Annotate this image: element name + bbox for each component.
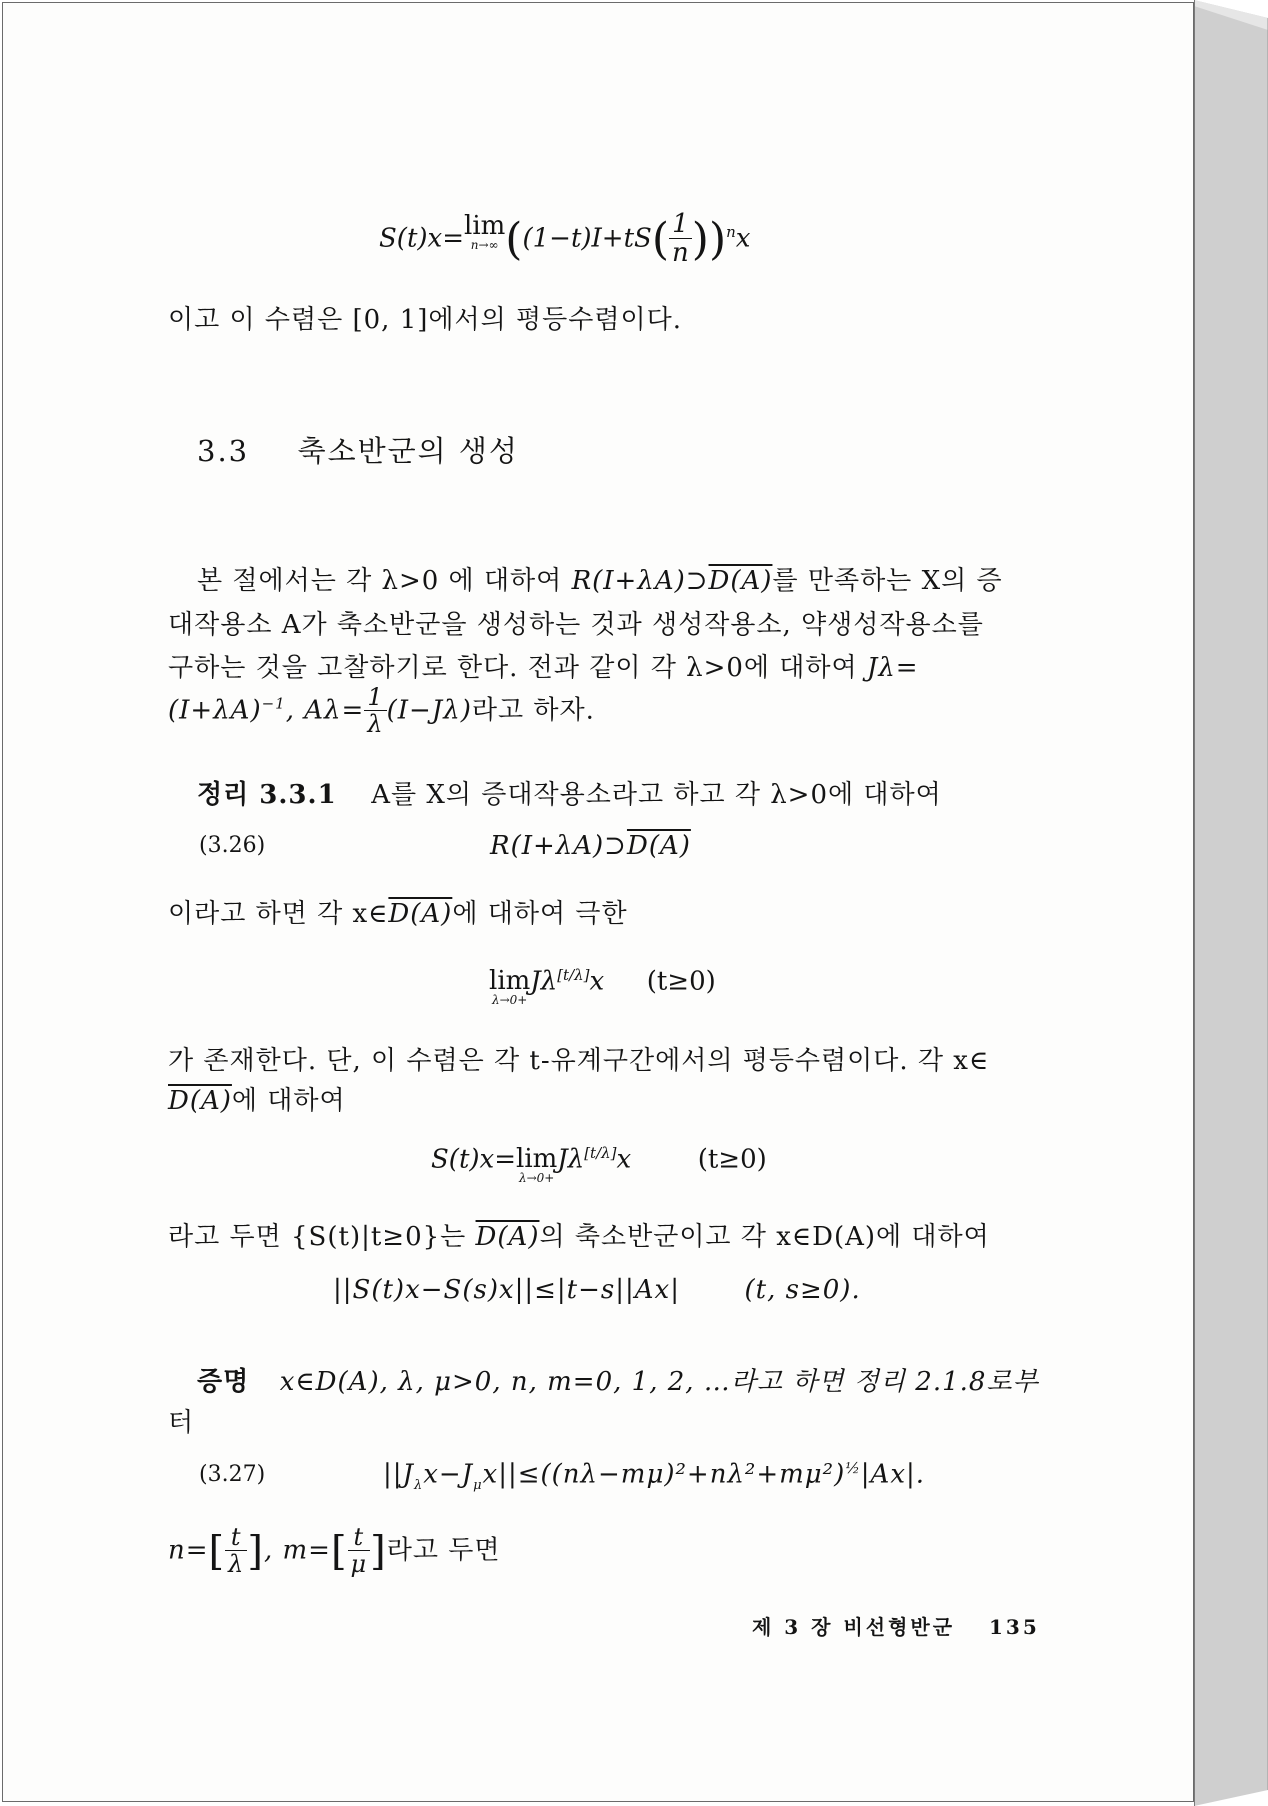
x: x: [589, 966, 605, 997]
frac-den: λ: [228, 1550, 245, 1579]
S-def-lhs: S(t)x=: [431, 1144, 516, 1175]
frac-num: 1: [364, 685, 386, 711]
condition: (t, s≥0).: [744, 1275, 861, 1305]
condition: (t≥0): [646, 966, 716, 997]
n-def: n=: [168, 1535, 209, 1566]
resolvent: (I+λA): [168, 695, 262, 726]
estimate: ||S(t)x−S(s)x||≤|t−s||Ax|: [333, 1275, 680, 1305]
chapter-title: 제 3 장 비선형반군: [752, 1615, 956, 1639]
formula-lhs: S(t)x=: [379, 223, 464, 254]
closure-DA: D(A): [168, 1086, 232, 1116]
intro-line-2: 대작용소 A가 축소반군을 생성하는 것과 생성작용소, 약생성작용소를: [168, 610, 984, 640]
intro-text: 구하는 것을 고찰하기로 한다. 전과 같이 각 λ>0에 대하여: [168, 653, 867, 683]
formula-body: (1−t)I+tS: [522, 223, 652, 254]
existence-line-2: [168, 1080, 346, 1117]
exponent: −1: [261, 694, 286, 713]
section-number: 3.3: [197, 434, 250, 468]
intro-line-1: [197, 560, 1003, 597]
proof-line: [197, 1361, 1039, 1398]
exponent: n: [726, 222, 736, 241]
theorem-header: [197, 774, 942, 811]
theorem-text: A를 X의 증대작용소라고 하고 각 λ>0에 대하여: [371, 780, 942, 810]
J-lambda: Jλ: [557, 1144, 585, 1175]
frac-den: λ: [367, 710, 384, 739]
proof-line-2: 터: [168, 1408, 195, 1438]
proof-label: 증명: [197, 1367, 250, 1397]
intro-text: 라고 하자.: [471, 695, 595, 726]
intro-line-4: [168, 685, 595, 738]
semigroup-definition: [431, 1144, 767, 1184]
equation-3-27: [199, 1462, 265, 1487]
closure-DA: D(A): [708, 566, 773, 596]
yosida-approx: , Aλ=: [285, 695, 365, 726]
closure-DA: D(A): [388, 899, 453, 929]
intro-line-3: [168, 647, 919, 684]
section-title: 축소반군의 생성: [297, 434, 519, 468]
formula-top: S(t)x=lim n→∞ ((1−t)I+tS( $\frac{1}{n}$ ))$^n$x: [379, 209, 751, 269]
intro-text: 본 절에서는 각 λ>0 에 대하여: [197, 566, 572, 596]
theorem-label: 정리 3.3.1: [197, 780, 337, 810]
text: 에 대하여: [231, 1086, 346, 1116]
lim-sub: λ→0+: [491, 993, 528, 1007]
exponent: [t/λ]: [584, 1144, 617, 1162]
lim-sub: λ→0+: [518, 1171, 555, 1185]
text: 이라고 하면 각 x∈: [168, 899, 389, 929]
text: 라고 두면: [386, 1535, 501, 1566]
intro-text: 를 만족하는 X의 증: [772, 566, 1003, 596]
equation-math: |Ax|.: [860, 1459, 926, 1490]
page-footer: [752, 1611, 1040, 1640]
condition: (t≥0): [697, 1144, 767, 1175]
text: 라고 두면 {S(t)|t≥0}는: [168, 1222, 476, 1252]
formula-tail: x: [735, 223, 751, 254]
intro-math: R(I+λA)⊃: [571, 566, 709, 596]
limit-intro-line: [168, 893, 628, 930]
equation-number: (3.27): [199, 1462, 266, 1487]
existence-line: 가 존재한다. 단, 이 수렴은 각 t-유계구간에서의 평등수렴이다. 각 x∈: [168, 1046, 990, 1076]
semigroup-line: [168, 1216, 990, 1253]
intro-math: Jλ=: [866, 653, 919, 683]
frac-num: t: [225, 1525, 247, 1551]
J-lambda: Jλ: [530, 966, 558, 997]
last-line: n=[ $\frac{t}{\lambda}$ ], m=[ $\frac{t}{\mu}$ ]라고 두면: [168, 1523, 501, 1579]
book-page: [2, 2, 1194, 1802]
lim: lim: [516, 1144, 558, 1174]
section-heading: [197, 429, 519, 470]
equation-math: ||J: [383, 1459, 414, 1490]
estimate-formula: [333, 1275, 861, 1305]
closure-DA: D(A): [475, 1222, 540, 1252]
equation-3-26: [199, 833, 265, 858]
page-number: 135: [988, 1615, 1040, 1639]
m-def: , m=: [263, 1535, 331, 1566]
book-edge: [1194, 0, 1268, 1806]
frac-num: 1: [669, 211, 692, 239]
equation-math: x−J: [423, 1459, 474, 1490]
x: x: [616, 1144, 632, 1175]
uniform-convergence-line: 이고 이 수렴은 [0, 1]에서의 평등수렴이다.: [168, 305, 682, 335]
equation-number: (3.26): [199, 833, 266, 858]
equation-math: x||≤((nλ−mμ)²+nλ²+mμ²): [482, 1459, 846, 1490]
equation-3-27-body: $||J_\lambda x-J_\mu x||\le((n\lambda-m\mu)^2+n\lambda^2+m\mu^2)^{\frac{1}{2}}|Ax|$.: [383, 1459, 926, 1493]
text: 의 축소반군이고 각 x∈D(A)에 대하여: [539, 1222, 990, 1252]
lim: lim: [464, 211, 506, 241]
closure-DA: D(A): [626, 831, 691, 861]
text: 에 대하여 극한: [452, 899, 628, 929]
limit-formula: [489, 966, 716, 1006]
intro-math: (I−Jλ): [386, 695, 472, 726]
frac-num: t: [348, 1525, 371, 1551]
equation-3-26-body: [490, 831, 691, 861]
equation-math: R(I+λA)⊃: [490, 831, 627, 861]
lim: lim: [489, 966, 531, 996]
frac-den: μ: [350, 1550, 368, 1579]
lim-sub: n→∞: [470, 238, 499, 252]
exponent: ½: [845, 1459, 861, 1477]
proof-text: x∈D(A), λ, μ>0, n, m=0, 1, 2, …라고 하면 정리 2.1.8로부: [279, 1367, 1039, 1397]
exponent: [t/λ]: [557, 966, 590, 984]
frac-den: n: [672, 238, 689, 269]
